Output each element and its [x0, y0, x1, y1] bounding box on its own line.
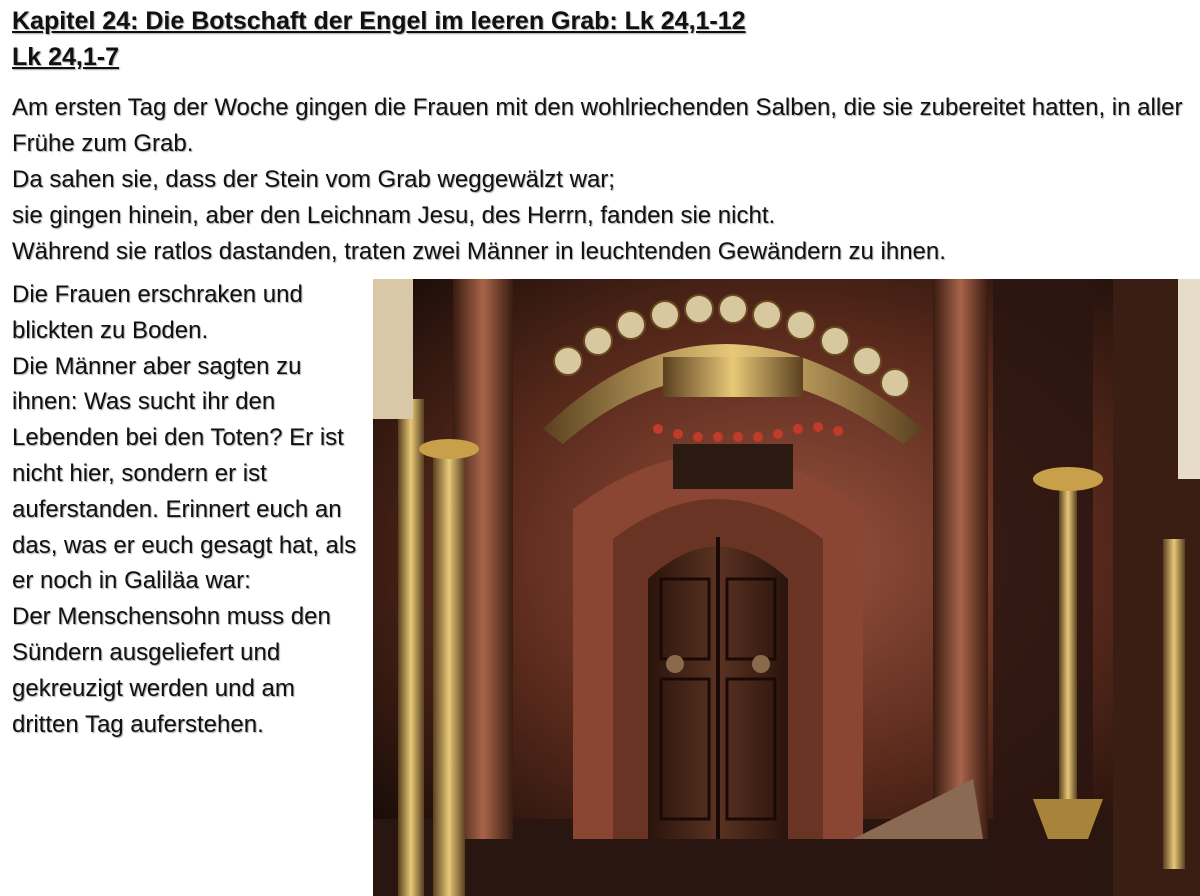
intro-text — [12, 90, 1192, 270]
side-line: Die Männer aber sagten zu ihnen: Was sucht ihr den Lebenden bei den Toten? Er ist nicht hier, sondern er ist auferstanden. Erinnert euch an das, was er euch gesagt hat, als er noch in Galiläa war: — [12, 352, 357, 595]
page-title: Kapitel 24: Die Botschaft der Engel im leeren Grab: Lk 24,1-12 — [12, 7, 746, 35]
intro-line: Am ersten Tag der Woche gingen die Frauen mit den wohlriechenden Salben, die sie zubereitet hatten, in aller Frühe zum Grab. — [12, 94, 1183, 157]
side-line: Die Frauen erschraken und blickten zu Boden. — [12, 281, 303, 344]
page-subtitle: Lk 24,1-7 — [12, 43, 120, 71]
intro-line: Während sie ratlos dastanden, traten zwei Männer in leuchtenden Gewändern zu ihnen. — [12, 238, 946, 265]
photo-illustration — [373, 279, 1200, 896]
side-line: Der Menschensohn muss den Sündern ausgeliefert und gekreuzigt werden und am dritten Tag auferstehen. — [12, 603, 331, 738]
intro-line: sie gingen hinein, aber den Leichnam Jesu, des Herrn, fanden sie nicht. — [12, 202, 776, 229]
side-text — [12, 277, 357, 742]
intro-line: Da sahen sie, dass der Stein vom Grab weggewälzt war; — [12, 166, 615, 193]
tomb-edicule-photo — [373, 279, 1200, 896]
